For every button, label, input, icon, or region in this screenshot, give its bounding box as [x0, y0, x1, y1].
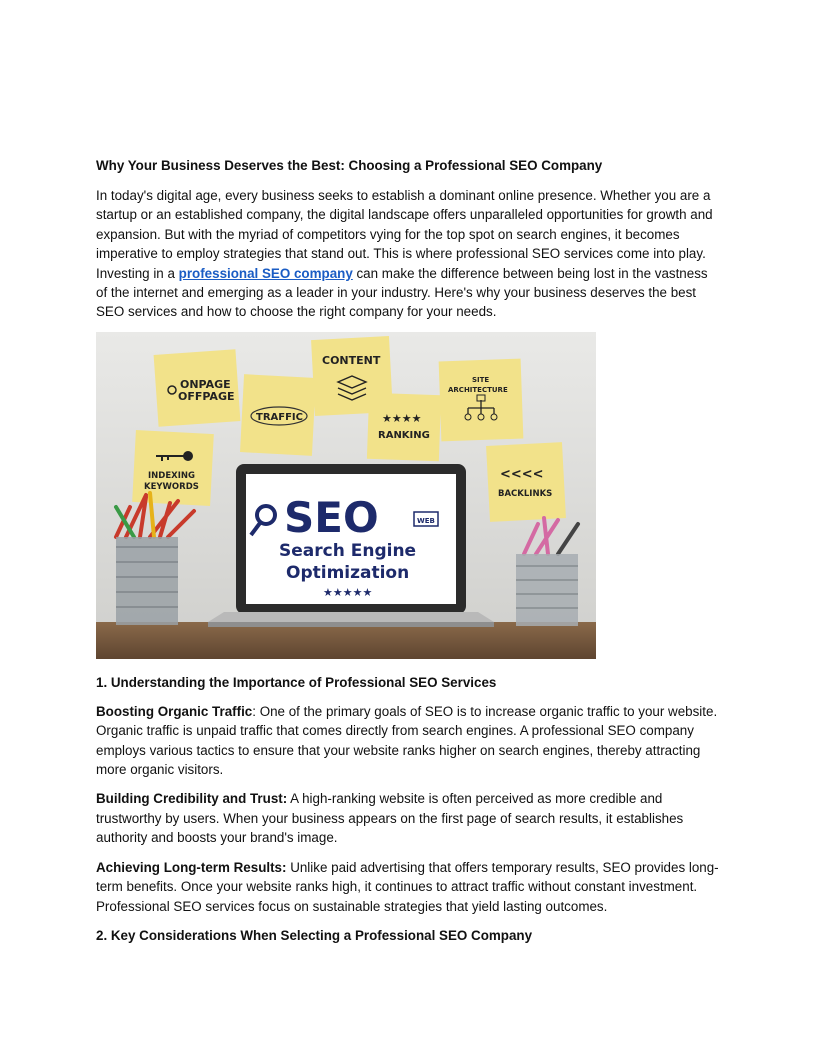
paragraph-boosting-organic-traffic — [96, 702, 720, 780]
intro-paragraph — [96, 186, 720, 322]
p2-body: A high-ranking website is often perceived as more credible and trustworthy by users. When your business appears on the first page of search results, it establishes authority and boosts your brand's image. — [96, 791, 684, 846]
sticky-note-traffic — [240, 374, 316, 456]
laptop — [208, 464, 494, 627]
document-page — [96, 156, 720, 955]
paragraph-long-term-results — [96, 858, 720, 916]
sticky-note-ranking — [367, 393, 441, 461]
sticky-note-backlinks — [486, 442, 566, 522]
screen-line1-text: Search Engine — [279, 540, 417, 561]
note-ranking-text: RANKING — [378, 429, 430, 441]
screen-line2-text: Optimization — [286, 562, 410, 583]
p2-lead: Building Credibility and Trust: — [96, 791, 288, 807]
screen-seo-text: SEO — [284, 492, 379, 542]
p3-body: Unlike paid advertising that offers temporary results, SEO provides long-term benefits. Once your website ranks high, it continues to attract traffic without constant investment. Professional SEO services focus on sustainable strategies that yield lasting outcomes. — [96, 859, 719, 914]
sticky-note-onpage — [154, 349, 241, 427]
note-indexing-text: INDEXING — [148, 470, 195, 481]
note-content-text: CONTENT — [322, 353, 381, 367]
note-onpage-text: ONPAGE — [180, 377, 231, 391]
note-keywords-text: KEYWORDS — [144, 481, 199, 492]
note-backlinks-text: BACKLINKS — [498, 488, 553, 499]
note-site-text: SITE — [472, 375, 490, 384]
note-backlink-arrows: <<<< — [500, 466, 544, 482]
section-1-heading: 1. Understanding the Importance of Professional SEO Services — [96, 674, 497, 690]
sticky-note-site-architecture — [439, 358, 524, 441]
screen-stars: ★★★★★ — [323, 585, 373, 599]
paragraph-building-credibility — [96, 789, 720, 847]
section-2-heading: 2. Key Considerations When Selecting a Professional SEO Company — [96, 927, 533, 943]
professional-seo-company-link[interactable]: professional SEO company — [178, 265, 353, 281]
seo-illustration-image — [96, 332, 596, 659]
note-traffic-text: TRAFFIC — [256, 411, 303, 423]
intro-text-after: can make the difference between being lost in the vastness of the internet and emerging as a leader in your industry. Here's why your business deserves the best SEO services and how to choose the right company for your needs. — [96, 265, 708, 320]
note-offpage-text: OFFPAGE — [178, 389, 235, 403]
note-ranking-stars: ★★★★ — [382, 411, 422, 425]
p1-lead: Boosting Organic Traffic — [96, 703, 253, 719]
article-title: Why Your Business Deserves the Best: Choosing a Professional SEO Company — [96, 158, 603, 173]
p1-body: : One of the primary goals of SEO is to increase organic traffic to your website. Organic traffic is unpaid traffic that comes directly from search engines. A professional SEO company employs various tactics to ensure that your website ranks higher on search engines, thereby attracting more organic visitors. — [96, 703, 718, 778]
p3-lead: Achieving Long-term Results: — [96, 859, 287, 875]
intro-text-before: In today's digital age, every business seeks to establish a dominant online presence. Whether you are a startup or an established company, the digital landscape offers unparalleled opportunities for growth and expansion. But with the myriad of competitors vying for the top spot on search engines, it becomes imperative to employ strategies that stand out. This is where professional SEO services come into play. Investing in a — [96, 188, 713, 281]
note-architecture-text: ARCHITECTURE — [448, 385, 508, 394]
screen-web-badge: WEB — [417, 516, 435, 525]
